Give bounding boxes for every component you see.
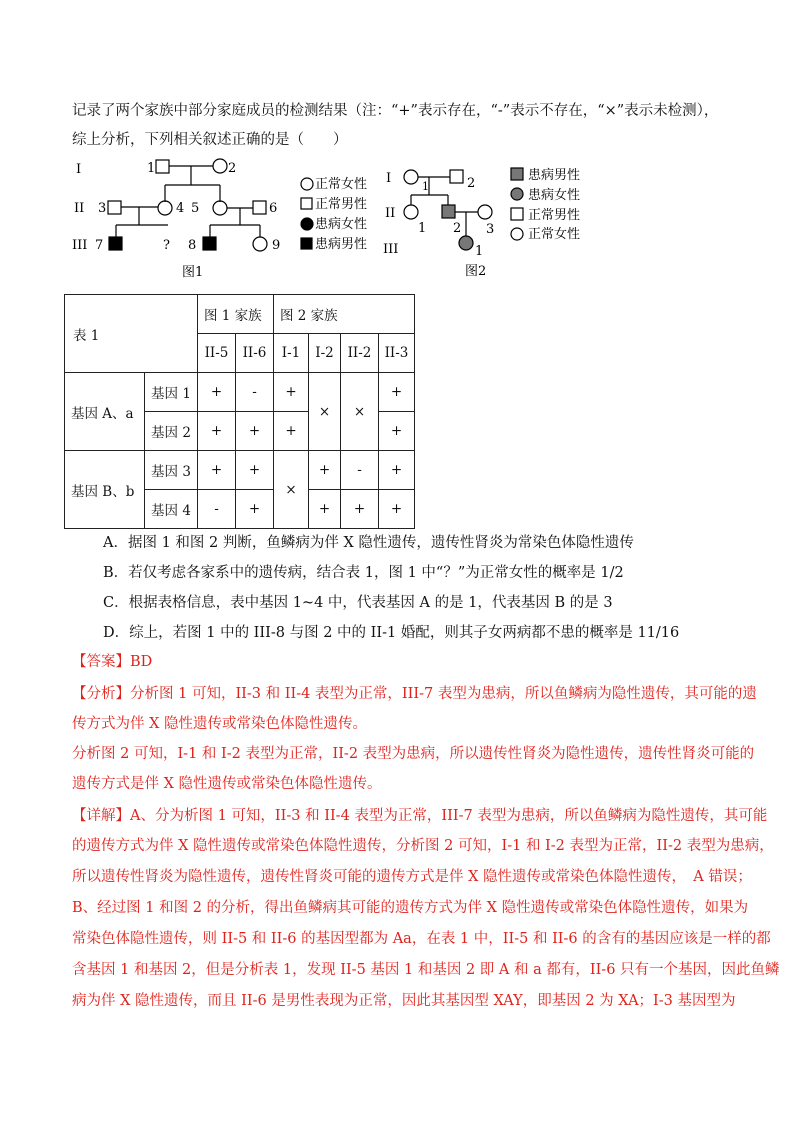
detail-line: 常染色体隐性遗传，则 II-5 和 II-6 的基因型都为 Aa，在表 1 中，II-5 和 II-6 的含有的基因应该是一样的都 xyxy=(72,931,771,947)
table-group-fig1: 图 1 家族 xyxy=(198,295,274,334)
svg-text:?: ? xyxy=(163,238,170,253)
detail-line: 病为伴 X 隐性遗传，而且 II-6 是男性表现为正常，因此其基因型 XAY，即基因 2 为 XA；I-3 基因型为 xyxy=(72,993,736,1009)
svg-text:I: I xyxy=(386,171,392,186)
svg-text:3: 3 xyxy=(98,201,107,216)
table-cell: × xyxy=(341,373,379,451)
col-header: II-5 xyxy=(198,334,236,373)
svg-text:正常男性: 正常男性 xyxy=(528,208,581,223)
svg-text:2: 2 xyxy=(228,161,237,176)
table-cell: × xyxy=(274,451,309,529)
col-header: II-3 xyxy=(379,334,415,373)
table-cell: + xyxy=(379,412,415,451)
gene-label: 基因 3 xyxy=(145,451,198,490)
svg-text:3: 3 xyxy=(486,222,495,237)
option-c: C．根据表格信息，表中基因 1~4 中，代表基因 A 的是 1，代表基因 B 的是 3 xyxy=(103,595,613,611)
option-d: D．综上，若图 1 中的 III-8 与图 2 中的 II-1 婚配，则其子女两病都不患的概率是 11/16 xyxy=(103,625,680,641)
gene-label: 基因 2 xyxy=(145,412,198,451)
table-cell: + xyxy=(198,373,236,412)
f2-legend-normal-male-icon xyxy=(511,208,523,220)
gen-label-I: I xyxy=(76,162,82,177)
svg-text:8: 8 xyxy=(188,238,197,253)
table-title: 表 1 xyxy=(65,295,198,373)
gen-label-III: III xyxy=(72,238,88,253)
table-cell: + xyxy=(236,412,274,451)
svg-text:1: 1 xyxy=(475,244,484,259)
detail-line: 所以遗传性肾炎为隐性遗传，遗传性肾炎可能的遗传方式是伴 X 隐性遗传或常染色体隐性遗传， A 错误； xyxy=(72,869,752,885)
row-group-b: 基因 B、b xyxy=(65,451,145,529)
table-cell: - xyxy=(236,373,274,412)
svg-text:6: 6 xyxy=(269,201,278,216)
table-cell: + xyxy=(309,490,341,529)
svg-text:II: II xyxy=(385,206,396,221)
svg-text:患病男性: 患病男性 xyxy=(315,237,368,252)
detail-line: 含基因 1 和基因 2，但是分析表 1，发现 II-5 基因 1 和基因 2 即 A 和 a 都有，II-6 只有一个基因，因此鱼鳞 xyxy=(72,962,780,978)
detail-line: B、经过图 1 和图 2 的分析，得出鱼鳞病其可能的遗传方式为伴 X 隐性遗传或常染色体隐性遗传，如果为 xyxy=(72,900,749,916)
intro-line-2: 综上分析，下列相关叙述正确的是（ ） xyxy=(72,132,348,148)
gene-label: 基因 4 xyxy=(145,490,198,529)
svg-text:7: 7 xyxy=(95,238,104,253)
f2-ii3-normal-female xyxy=(478,205,492,219)
svg-text:患病女性: 患病女性 xyxy=(315,217,368,232)
table-cell: × xyxy=(309,373,341,451)
legend-affected-male-icon xyxy=(301,238,312,249)
pedigree-figure-2 xyxy=(380,160,600,285)
svg-text:正常女性: 正常女性 xyxy=(315,177,368,192)
analysis-line: 分析图 2 可知，I-1 和 I-2 表型为正常，II-2 表型为患病，所以遗传性肾炎为隐性遗传，遗传性肾炎可能的 xyxy=(72,746,755,762)
table-group-fig2: 图 2 家族 xyxy=(274,295,415,334)
answer: 【答案】BD xyxy=(72,654,153,670)
f2-ii1-normal-female xyxy=(404,205,418,219)
col-header: I-2 xyxy=(309,334,341,373)
col-header: I-1 xyxy=(274,334,309,373)
svg-text:患病男性: 患病男性 xyxy=(528,168,581,183)
f2-ii2-affected-male xyxy=(442,205,455,218)
svg-text:1: 1 xyxy=(422,180,429,193)
detection-table xyxy=(64,294,415,529)
analysis-line: 遗传方式是伴 X 隐性遗传或常染色体隐性遗传。 xyxy=(72,776,382,792)
svg-text:5: 5 xyxy=(191,201,200,216)
ii6-normal-male xyxy=(253,201,266,214)
table-cell: + xyxy=(379,451,415,490)
row-group-a: 基因 A、a xyxy=(65,373,145,451)
table-cell: + xyxy=(236,451,274,490)
f2-legend-affected-female-icon xyxy=(511,188,523,200)
f2-i2-normal-male xyxy=(450,170,463,183)
option-b: B．若仅考虑各家系中的遗传病，结合表 1，图 1 中“？”为正常女性的概率是 1/2 xyxy=(103,565,624,581)
gene-label: 基因 1 xyxy=(145,373,198,412)
ii5-normal-female xyxy=(213,201,227,215)
analysis-line: 传方式为伴 X 隐性遗传或常染色体隐性遗传。 xyxy=(72,716,368,732)
table-cell: + xyxy=(198,412,236,451)
table-cell: + xyxy=(379,373,415,412)
table-cell: + xyxy=(274,412,309,451)
detail-line: 【详解】A、分为析图 1 可知，II-3 和 II-4 表型为正常，III-7 表型为患病，所以鱼鳞病为隐性遗传，其可能 xyxy=(72,808,768,824)
legend-normal-male-icon xyxy=(301,198,312,209)
col-header: II-2 xyxy=(341,334,379,373)
table-cell: + xyxy=(236,490,274,529)
f2-legend-affected-male-icon xyxy=(511,168,523,180)
f2-i1-normal-female xyxy=(404,170,418,184)
legend-affected-female-icon xyxy=(301,218,313,230)
svg-text:III: III xyxy=(383,242,399,257)
svg-text:1: 1 xyxy=(147,161,156,176)
figure-1-caption: 图1 xyxy=(182,265,204,280)
iii9-normal-female xyxy=(253,237,267,251)
table-cell: + xyxy=(274,373,309,412)
iii7-affected-male xyxy=(109,237,122,250)
figure-2-caption: 图2 xyxy=(465,264,487,279)
svg-text:2: 2 xyxy=(453,221,462,236)
svg-text:9: 9 xyxy=(272,238,281,253)
table-cell: + xyxy=(198,451,236,490)
svg-text:1: 1 xyxy=(418,221,427,236)
gen-label-II: II xyxy=(74,201,85,216)
pedigree-figure-1 xyxy=(70,155,390,285)
f2-iii1-affected-female xyxy=(459,236,473,250)
table-cell: + xyxy=(309,451,341,490)
iii8-affected-male xyxy=(203,237,216,250)
f2-legend-normal-female-icon xyxy=(511,228,523,240)
svg-text:4: 4 xyxy=(176,201,185,216)
detail-line: 的遗传方式为伴 X 隐性遗传或常染色体隐性遗传，分析图 2 可知，I-1 和 I-2 表型为正常，II-2 表型为患病， xyxy=(72,838,774,854)
col-header: II-6 xyxy=(236,334,274,373)
option-a: A．据图 1 和图 2 判断，鱼鳞病为伴 X 隐性遗传，遗传性肾炎为常染色体隐性遗传 xyxy=(103,535,634,551)
analysis-line: 【分析】分析图 1 可知，II-3 和 II-4 表型为正常，III-7 表型为患病，所以鱼鳞病为隐性遗传，其可能的遗 xyxy=(72,686,757,702)
table-cell: + xyxy=(341,490,379,529)
i2-normal-female xyxy=(213,159,227,173)
table-cell: - xyxy=(198,490,236,529)
i1-normal-male xyxy=(156,160,169,173)
svg-text:正常男性: 正常男性 xyxy=(315,197,368,212)
ii3-normal-male xyxy=(108,201,121,214)
svg-text:患病女性: 患病女性 xyxy=(528,188,581,203)
legend-normal-female-icon xyxy=(301,178,313,190)
table-cell: - xyxy=(341,451,379,490)
intro-line-1: 记录了两个家族中部分家庭成员的检测结果（注：“+”表示存在，“-”表示不存在，“×”表示未检测）， xyxy=(72,103,719,119)
svg-text:2: 2 xyxy=(467,176,476,191)
ii4-normal-female xyxy=(158,201,172,215)
svg-text:正常女性: 正常女性 xyxy=(528,227,581,242)
table-cell: + xyxy=(379,490,415,529)
